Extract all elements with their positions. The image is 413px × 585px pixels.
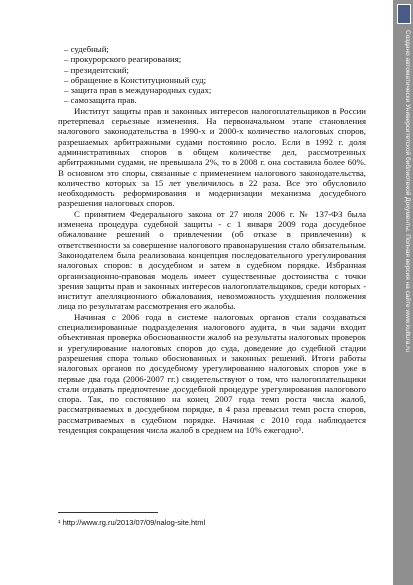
list-item: – президентский; — [64, 64, 129, 75]
page-body — [58, 44, 366, 435]
footnote: ¹ http://www.rg.ru/2013/07/09/nalog-site.html — [58, 518, 206, 527]
paragraph: С принятием Федерального закона от 27 июля 2006 г. № 137-ФЗ была изменена процедура судебной защиты - с 1 января 2009 года досудебное обжалование решений о привлечении (об отказе в привлечении) к ответственности за совершение налогового правонарушения стало обязательным. Законодателем была реализована концепция последовательного урегулирования налоговых споров: в досудебном и затем в судебном порядке. Избранная организационно-правовая модель имеет существенные достоинства с точки зрения защиты прав и законных интересов налогоплательщиков, среди которых - институт апелляционного обжалования, невозможность ухудшения положения лица по результатам рассмотрения его жалобы. — [58, 208, 366, 312]
paragraph: Институт защиты прав и законных интересов налогоплательщиков в России претерпевал серьезные изменения. На первоначальном этапе становления налогового законодательства в 1990-х и 2000-х количество налоговых споров, разрешаемых арбитражными судами постоянно росло. Если в 1992 г. доля административных споров в общем количестве дел, рассмотренных арбитражными судами, не превышала 2%, то в 2008 г. она составила более 60%. В основном это споры, связанные с применением налогового законодательства, количество которых за 15 лет увеличилось в 22 раза. Все это обусловило необходимость реформирования и модернизации механизма досудебного разрешения налоговых споров. — [58, 105, 366, 209]
sidebar-text — [394, 30, 412, 352]
sidebar-link[interactable]: www.kultura.ru — [404, 309, 411, 353]
paragraph: Начиная с 2006 года в системе налоговых органов стали создаваться специализированные подразделения налогового аудита, в чьи задачи входит объективная проверка обоснованности жалоб на результаты налоговых проверок и урегулирование налоговых споров до суда, доведение до судебной стадии разрешения спора только обоснованных и законных решений. Итоги работы налоговых органов по досудебному урегулированию налоговых споров уже в первые два года (2006-2007 гг.) свидетельствуют о том, что налогоплательщики стали отдавать предпочтение досудебной процедуре урегулирования налогового спора. Так, по состоянию на конец 2007 года темп роста числа жалоб, рассматриваемых в досудебном порядке, в 4 раза превысил темп роста споров, рассматриваемых в судебном порядке. Начиная с 2010 года наблюдается тенденция сокращения числа жалоб в среднем на 10% ежегодно¹. — [58, 311, 366, 435]
list-item: – защита прав в международных судах; — [64, 85, 212, 96]
footnote-divider — [58, 512, 158, 513]
logo-icon — [397, 4, 411, 24]
list-item: – прокурорского реагирования; — [64, 54, 182, 65]
sidebar-line: Создано автоматически Университетской библиотекой Документы. Полная версия на сайте — [404, 30, 411, 308]
sidebar — [393, 0, 413, 585]
list-item: – обращение в Конституционный суд; — [64, 74, 207, 85]
list-item: – самозащита прав. — [64, 95, 137, 106]
list-item: – судебный; — [64, 44, 109, 54]
